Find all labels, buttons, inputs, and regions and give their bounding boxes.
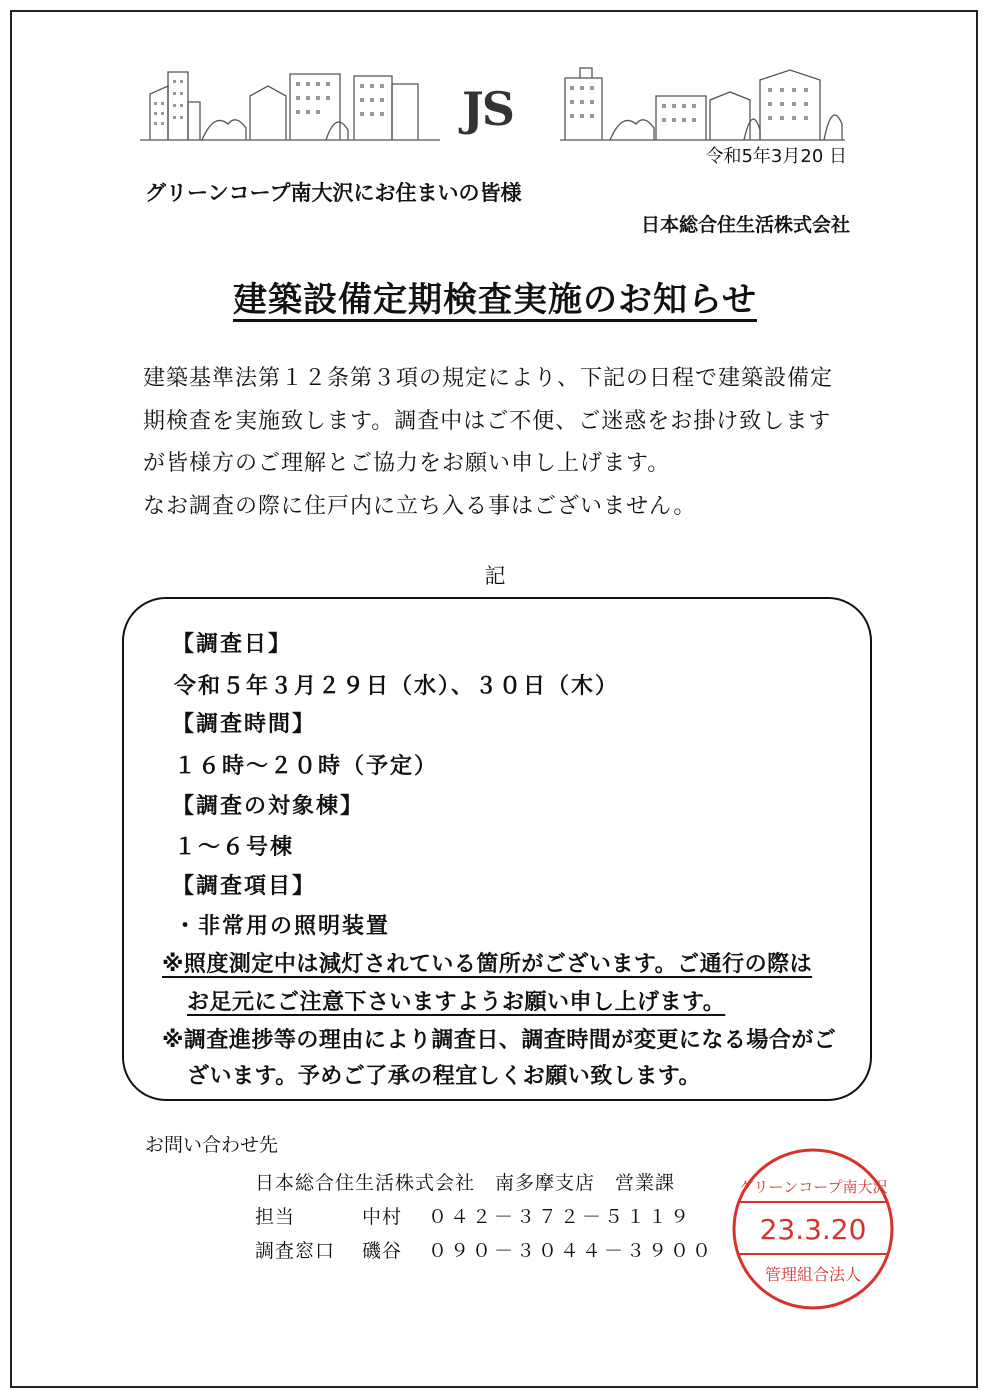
note-lighting-line2: お足元にご注意下さいますようお願い申し上げます。 xyxy=(187,990,726,1015)
company-logo: JS xyxy=(462,82,513,136)
body-line: が皆様方のご理解とご協力をお願い申し上げます。 xyxy=(143,451,671,476)
survey-time-value: １６時～２０時（予定） xyxy=(174,754,439,779)
body-line: なお調査の際に住戸内に立ち入る事はございません。 xyxy=(143,493,697,519)
ki-heading: 記 xyxy=(484,564,506,588)
addressee: グリーンコープ南大沢にお住まいの皆様 xyxy=(145,181,522,205)
note-lighting-line1: ※照度測定中は減灯されている箇所がございます。ご通行の際は xyxy=(162,952,813,977)
survey-item-value: ・非常用の照明装置 xyxy=(174,914,391,939)
stamp-date-text: 23.3.20 xyxy=(759,1213,867,1246)
contact-name-2: 磯谷 xyxy=(362,1240,403,1262)
survey-time-label: 【調査時間】 xyxy=(172,712,317,737)
survey-item-label: 【調査項目】 xyxy=(172,874,317,899)
body-line: 期検査を実施致します。調査中はご不便、ご迷惑をお掛け致します xyxy=(143,408,832,434)
note-schedule-line1: ※調査進捗等の理由により調査日、調査時間が変更になる場合がご xyxy=(162,1028,837,1053)
notice-title: 建築設備定期検査実施のお知らせ xyxy=(233,280,757,320)
sender-company: 日本総合住生活株式会社 xyxy=(640,214,850,236)
contact-company: 日本総合住生活株式会社 南多摩支店 営業課 xyxy=(255,1172,676,1194)
survey-target-label: 【調査の対象棟】 xyxy=(172,794,365,819)
stamp-top-text: グリーンコープ南大沢 xyxy=(738,1178,888,1196)
contact-heading: お問い合わせ先 xyxy=(145,1134,279,1156)
contact-name-1: 中村 xyxy=(362,1206,403,1228)
contact-phone-1: ０４２－３７２－５１１９ xyxy=(428,1206,693,1228)
note-schedule-line2: ざいます。予めご了承の程宜しくお願い致します。 xyxy=(187,1064,701,1089)
contact-role-1: 担当 xyxy=(255,1206,296,1228)
notice-body xyxy=(143,358,863,528)
receipt-stamp xyxy=(728,1144,898,1314)
body-line: 建築基準法第１２条第３項の規定により、下記の日程で建築設備定 xyxy=(143,366,834,391)
document-date: 令和5年3月20 日 xyxy=(705,146,847,167)
contact-role-2: 調査窓口 xyxy=(255,1240,336,1262)
contact-phone-2: ０９０－３０４４－３９００ xyxy=(428,1240,715,1262)
stamp-bottom-text: 管理組合法人 xyxy=(764,1265,862,1284)
survey-date-value: 令和５年３月２９日（水）、３０日（木） xyxy=(174,674,620,699)
survey-target-value: １～６号棟 xyxy=(174,835,295,860)
details-box xyxy=(122,597,872,1101)
survey-date-label: 【調査日】 xyxy=(172,632,293,657)
